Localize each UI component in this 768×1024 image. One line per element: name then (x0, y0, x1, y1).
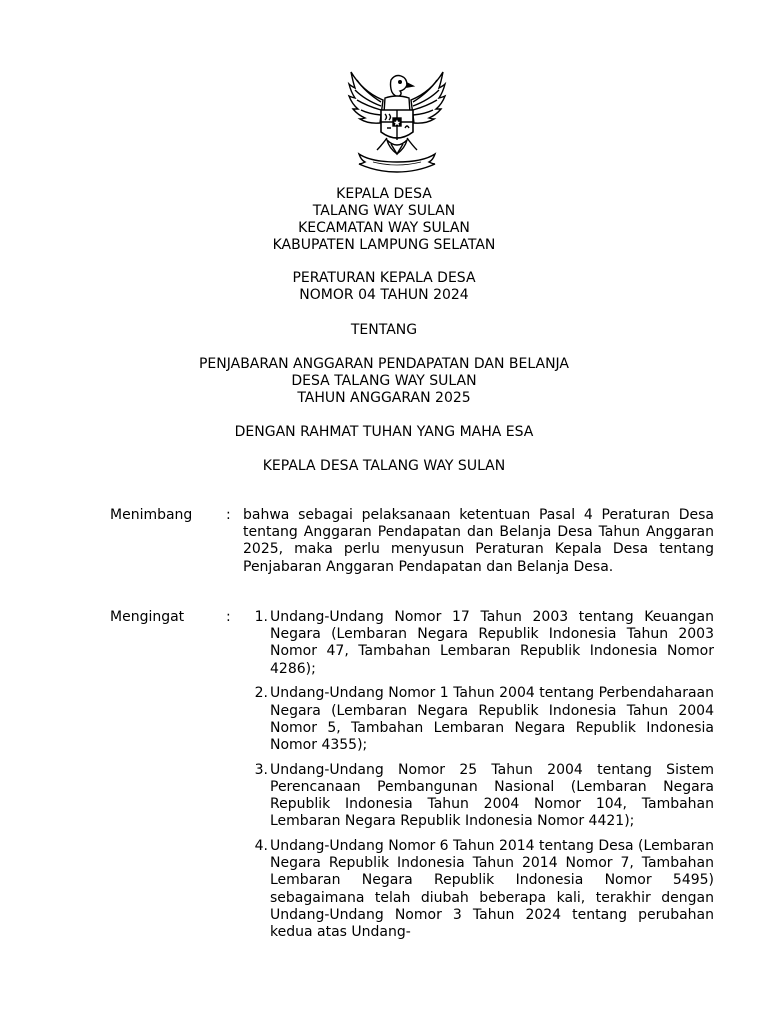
mengingat-list (238, 609, 714, 949)
subject-line: TAHUN ANGGARAN 2025 (297, 390, 471, 406)
mengingat-label: Mengingat (110, 609, 185, 625)
mengingat-section (110, 609, 714, 1009)
list-item-text: Undang-Undang Nomor 1 Tahun 2004 tentang Perbendaharaan Negara (Lembaran Negara Republik Indonesia Tahun 2004 Nomor 5, Tambahan Lembaran Negara Republik Indonesia Nomor 4355); (270, 685, 714, 753)
issuer-line: TALANG WAY SULAN (312, 203, 456, 219)
issuer-block (0, 186, 768, 254)
list-item (238, 609, 714, 678)
preamble-kepala (0, 458, 768, 475)
list-item-text: Undang-Undang Nomor 6 Tahun 2014 tentang Desa (Lembaran Negara Republik Indonesia Tahun 2014 Nomor 7, Tambahan Lembaran Negara Republik Indonesia Nomor 5495) sebagaimana telah diubah beberapa kali, terakhir dengan Undang-Undang Nomor 3 Tahun 2024 tentang perubahan kedua atas Undang- (270, 837, 714, 940)
kepala-text: KEPALA DESA TALANG WAY SULAN (262, 458, 506, 474)
menimbang-label: Menimbang (110, 507, 193, 523)
list-item (238, 838, 714, 941)
menimbang-text: bahwa sebagai pelaksanaan ketentuan Pasal 4 Peraturan Desa tentang Anggaran Pendapatan dan Belanja Desa Tahun Anggaran 2025, maka perlu menyusun Peraturan Kepala Desa tentang Penjabaran Anggaran Pendapatan dan Belanja Desa. (243, 507, 714, 575)
garuda-pancasila-emblem-icon (345, 70, 449, 178)
menimbang-colon: : (226, 507, 231, 523)
mengingat-colon: : (226, 609, 231, 625)
list-item-text: Undang-Undang Nomor 25 Tahun 2004 tentang Sistem Perencanaan Pembangunan Nasional (Lembaran Negara Republik Indonesia Tahun 2004 Nomor 104, Tambahan Lembaran Negara Republik Indonesia Nomor 4421); (270, 761, 714, 830)
regulation-title: PERATURAN KEPALA DESA (292, 270, 476, 286)
regulation-title-block (0, 270, 768, 304)
menimbang-section (110, 507, 714, 597)
regulation-number: NOMOR 04 TAHUN 2024 (299, 287, 469, 303)
list-item (238, 685, 714, 754)
issuer-line: KECAMATAN WAY SULAN (298, 220, 470, 236)
preamble-rahmat (0, 424, 768, 441)
list-item-text: Undang-Undang Nomor 17 Tahun 2003 tentang Keuangan Negara (Lembaran Negara Republik Indonesia Tahun 2003 Nomor 47, Tambahan Lembaran Republik Indonesia Nomor 4286); (270, 609, 714, 677)
list-item-number: 3. (254, 761, 268, 778)
list-item-number: 1. (254, 609, 268, 625)
issuer-line: KABUPATEN LAMPUNG SELATAN (272, 237, 496, 253)
issuer-line: KEPALA DESA (336, 186, 432, 202)
tentang-text: TENTANG (350, 322, 418, 338)
subject-block (0, 356, 768, 407)
subject-line: DESA TALANG WAY SULAN (291, 373, 477, 389)
rahmat-text: DENGAN RAHMAT TUHAN YANG MAHA ESA (234, 424, 534, 440)
list-item (238, 762, 714, 831)
tentang-heading (0, 322, 768, 339)
list-item-number: 2. (254, 685, 268, 702)
subject-line: PENJABARAN ANGGARAN PENDAPATAN DAN BELANJA (198, 356, 570, 372)
list-item-number: 4. (254, 837, 268, 854)
